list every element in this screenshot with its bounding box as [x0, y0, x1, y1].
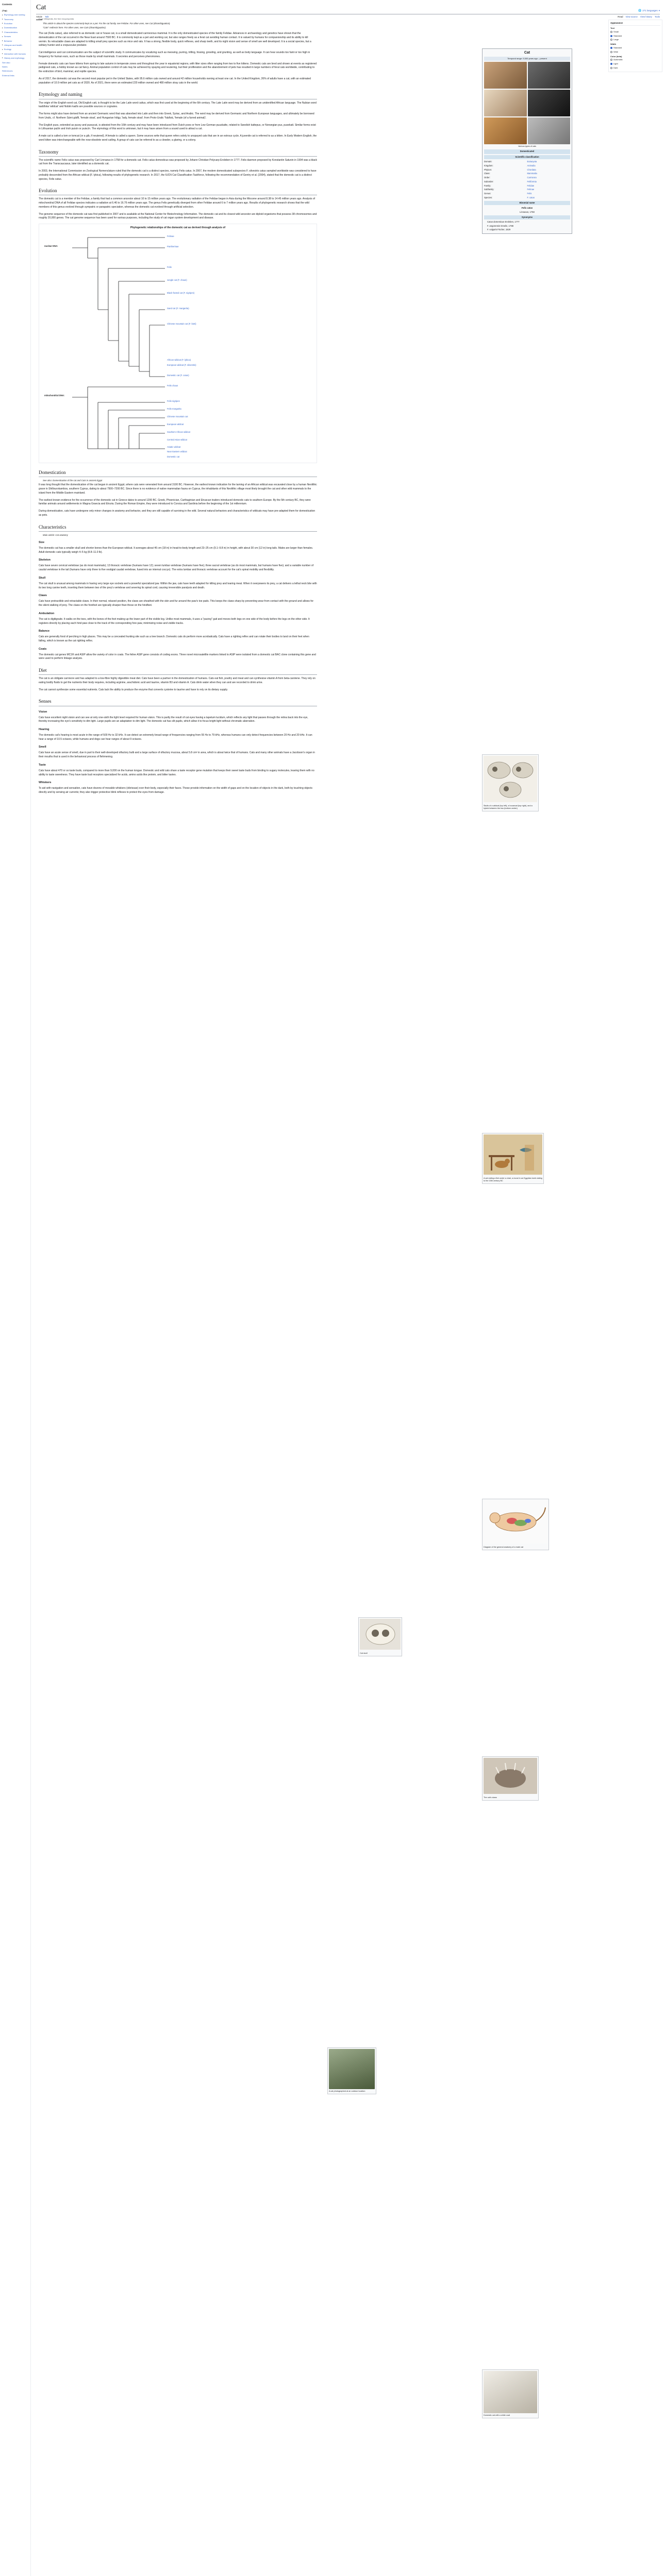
- balance-photo[interactable]: [329, 2049, 375, 2089]
- cat-photo[interactable]: [528, 90, 571, 116]
- cladogram-mito-label: mitochondrial DNA:: [44, 394, 65, 397]
- toc-item[interactable]: [2, 26, 28, 30]
- tab-read[interactable]: Read: [618, 15, 623, 20]
- infobox-row: [484, 180, 570, 184]
- anatomy-diagram[interactable]: [484, 1500, 547, 1544]
- toc-item[interactable]: [2, 73, 28, 77]
- figure-caption: Diagram of the general anatomy of a male cat: [484, 1546, 524, 1548]
- toc-item-label: Behavior: [4, 39, 12, 42]
- infobox-key: Domain:: [484, 160, 492, 163]
- paragraph: The cat is an obligate carnivore and has adapted to a low-fibre highly digestible meat diet. Cats have been a partner in the domestication of humans. Cats eat fish, poultry and meat and can synthesise vitamin A from beta-carotene. They rely on eating bodily fluids to get the nutrients their body requires, including arginine, arachidonic acid and taurine, vitamin B3 and vitamin A. Cats drink water when they can and are recorded to drink urine.: [39, 677, 315, 684]
- section-heading-diet: Diet: [39, 667, 317, 675]
- option-label: Wide: [613, 50, 619, 53]
- option-label: Large: [613, 38, 619, 41]
- infobox-key: Order:: [484, 176, 490, 179]
- subsection-heading: Coats: [39, 647, 47, 651]
- toc-item[interactable]: [2, 22, 28, 26]
- figure-anatomy: [482, 1499, 549, 1550]
- toc-item[interactable]: [2, 39, 28, 43]
- tab-talk[interactable]: Talk: [44, 15, 49, 19]
- subsection-heading: Whiskers: [39, 781, 52, 785]
- cladogram-leaf[interactable]: Domestic cat (F. catus): [167, 374, 189, 377]
- page-header: [31, 0, 665, 20]
- paragraph: The cat skull is unusual among mammals in having very large eye sockets and a powerful specialized jaw. Within the jaw, cats have teeth adapted for killing prey and tearing meat. When it overpowers its prey, a cat delivers a lethal neck bite with its two long canine teeth, inserting them between two of the prey's vertebrae and severing its spinal cord, causing irreversible paralysis and death.: [39, 582, 317, 589]
- cladogram-leaf[interactable]: European wildcat: [167, 423, 184, 426]
- infobox-row: [484, 192, 570, 196]
- cladogram-leaf[interactable]: Asiatic wildcat: [167, 446, 181, 449]
- toc-item[interactable]: [2, 52, 28, 56]
- cladogram-leaf[interactable]: Felis margarita: [167, 408, 181, 411]
- synonym: F. angorensis Gmelin, 1788: [487, 224, 513, 227]
- sidebar-toc: [0, 0, 31, 2576]
- paragraph: Cats have protractible and retractable claws. In their normal, relaxed position, the claws are sheathed with the skin and fur around the paw's toe pads. This keeps the claws sharp by preventing wear from contact with the ground and allows for the silent stalking of prey. The claws on the forefeet are typically sharper than those on the hindfeet.: [39, 600, 314, 607]
- toc-item[interactable]: [2, 56, 28, 60]
- subsection-heading: Skull: [39, 576, 46, 580]
- toc-item-label: Evolution: [4, 22, 13, 25]
- toc-item[interactable]: [2, 65, 28, 69]
- paragraph: The domestic cat is a member of the Felidae, a family that had a common ancestor about 10 to 15 million years ago. The evolutionary radiation of the Felidae began in Asia during the Miocene around 8.38 to 14.45 million years ago. Analysis of mitochondrial DNA of all Felidae species indicates a radiation at 6.46 to 16.76 million years ago. The genus Felis genetically diverged from other Felidae around 6 to 7 million years ago. Results of phylogenetic research shows that the wild members of this genus evolved through sympatric or parapatric speciation, whereas the domestic cat evolved through artificial selection.: [39, 197, 315, 209]
- paragraph: Cats are generally fond of perching in high places. This may be a concealed hunting site such as a tree branch. Domestic cats do perform more acrobatically. Cats have a righting reflex and can rotate their bodies to land on their feet when falling, which is known as the cat righting reflex.: [39, 635, 309, 642]
- coat-photo[interactable]: [484, 2371, 537, 2413]
- paragraph: Cats have about 470 or so taste buds, compared to more than 9,000 on the human tongue. Domestic and wild cats share a taste receptor gene mutation that keeps their sweet taste buds from binding to sugary molecules, leaving them with no ability to taste sweetness. They have taste bud receptors specialized for acids, amino acids like protein, and bitter tastes.: [39, 769, 314, 776]
- intro-paragraph: As of 2017, the domestic cat was the second most popular pet in the United States, with 95.6 million cats owned and around 42 million households owning at least one cat. In the United Kingdom, 26% of adults have a cat, with an estimated population of 10.9 million pet cats as of 2020. As of 2021, there were an estimated 220 million owned and 480 million stray cats in the world.: [39, 77, 311, 84]
- toc-item[interactable]: [2, 47, 28, 52]
- infobox-key: Suborder:: [484, 180, 494, 183]
- figure-claws: [482, 1756, 539, 1801]
- section-heading-evolution: Evolution: [39, 188, 317, 195]
- section-heading-characteristics: Characteristics: [39, 524, 317, 532]
- infobox-row: [484, 168, 570, 172]
- figure-egyptian-mural: [482, 1133, 544, 1184]
- subsection-heading: Hearing: [39, 728, 49, 731]
- toc-item[interactable]: [2, 35, 28, 39]
- radio-selected-icon: [610, 35, 612, 37]
- infobox-row: [484, 172, 570, 176]
- infobox-conservation: Domesticated: [484, 149, 570, 154]
- toc-item[interactable]: [2, 60, 28, 64]
- figure-skulls: [482, 754, 539, 811]
- radio-icon: [610, 51, 612, 53]
- intro-paragraph: Female domestic cats can have kittens from spring to late autumn in temperate zones and throughout the year in equatorial regions, with litter sizes often ranging from two to five kittens. Domestic cats are bred and shown at events as registered pedigreed cats, a hobby known as cat fancy. Animal population control of cats may be achieved by spaying and neutering, but their proliferation and the abandonment of pets has resulted in large numbers of feral cats worldwide, contributing to the extinction of bird, mammal, and reptile species.: [39, 62, 317, 74]
- infobox-key: Class:: [484, 172, 490, 175]
- cat-photo[interactable]: [484, 62, 527, 89]
- paragraph: Cats have excellent night vision and can see at only one-sixth the light level required for human vision. This is partly the result of cat eyes having a tapetum lucidum, which reflects any light that passes through the retina back into the eye, thereby increasing the eye's sensitivity to dim light. Large pupils are an adaptation to dim light. The domestic cat has slit pupils, which allow it to focus bright light without chromatic aberration.: [39, 716, 308, 723]
- paragraph: The origin of the English word cat, Old English catt, is thought to be the Late Latin word cattus, which was first used at the beginning of the 6th century. The Late Latin word may be derived from an unidentified African language. The Nubian word kaddîska 'wildcat' and Nobiin kadīs are possible sources or cognates.: [39, 101, 317, 109]
- chevron-right-icon[interactable]: ▸: [2, 13, 3, 16]
- section-heading-domestication: Domestication: [39, 469, 317, 477]
- infobox-temporal-range: Temporal range: 9,500 years ago – present: [484, 57, 570, 61]
- infobox-value-link[interactable]: Mammalia: [527, 172, 537, 175]
- cladogram: [39, 224, 317, 463]
- binomial-author: Linnaeus, 1758: [520, 210, 535, 213]
- cladogram-leaf[interactable]: Pantherinae: [167, 245, 179, 248]
- infobox-key: Species:: [484, 196, 493, 199]
- figure-caption: A cat eating a fish under a chair, a mural in an Egyptian tomb dating to the 15th century BC: [484, 1177, 542, 1182]
- infobox-key: Kingdom:: [484, 164, 493, 167]
- infobox-row: [484, 160, 570, 164]
- figure-coat: [482, 2369, 539, 2418]
- infobox-value-link[interactable]: Eukaryota: [527, 160, 537, 163]
- hatnote: This article is about the species commonly kept as a pet. For the cat family, see Felidae. For other uses, see Cat (disambiguation).: [43, 22, 171, 25]
- toc-item-label: Notes: [2, 65, 8, 68]
- cat-photo[interactable]: [484, 90, 527, 116]
- infobox-row: [484, 184, 570, 188]
- paragraph: To aid with navigation and sensation, cats have dozens of movable whiskers (vibrissae) over their body, especially their faces. These provide information on the width of gaps and on the location of objects in the dark, both by touching objects directly and by sensing air currents; they also trigger protective blink reflexes to protect the eyes from damage.: [39, 787, 312, 794]
- cladogram-leaf[interactable]: Chinese mountain cat: [167, 415, 188, 418]
- toc-item[interactable]: [2, 17, 28, 21]
- toc-item-label: See also: [2, 61, 10, 64]
- cladogram-nuclear-label: nuclear DNA:: [44, 245, 58, 248]
- paragraph: Cats have an acute sense of smell, due in part to their well-developed olfactory bulb and a large surface of olfactory mucosa, about 5.8 cm² in area, which is about twice that of humans. Cats and many other animals have a Jacobson's organ in their mouths that is used in the behavioral process of flehmening.: [39, 751, 315, 759]
- toc-list: [2, 9, 28, 78]
- cladogram-leaf[interactable]: Central Asian wildcat: [167, 438, 187, 442]
- article-content: [39, 18, 603, 2416]
- cladogram-leaf[interactable]: Black-footed cat (F. nigripes): [167, 292, 195, 295]
- chevron-right-icon[interactable]: ▸: [2, 26, 3, 29]
- radio-icon: [610, 39, 612, 41]
- width-label: Width: [610, 43, 617, 46]
- chevron-right-icon[interactable]: ▸: [2, 18, 3, 20]
- radio-selected-icon: [610, 63, 612, 65]
- width-wide-option[interactable]: [610, 50, 660, 54]
- toc-item-label: Etymology and naming: [4, 13, 25, 16]
- paragraph: The forms might also have derived from an ancient Germanic word that was absorbed into Latin and then into Greek, Syriac, and Arabic. The word may be derived from Germanic and Northern European languages, and ultimately be borrowed from Uralic, cf. Northern Sámi gáđfi, 'female stoat', and Hungarian hölgy, 'lady, female stoat'; from Proto-Uralic *käďwä, 'female (of a furred animal)'.: [39, 112, 314, 120]
- paragraph: It was long thought that the domestication of the cat began in ancient Egypt, where cats were venerated from around 3100 BC. However, the earliest known indication for the taming of an African wildcat was excavated close by a human Neolithic grave in Shillourokambos, southern Cyprus, dating to about 7500–7200 BC. Since there is no evidence of native mammalian fauna on Cyprus, the inhabitants of this Neolithic village most likely brought the cat and other wild mammals to the island from the Middle Eastern mainland.: [39, 483, 317, 495]
- toc-item-label: Characteristics: [4, 30, 18, 33]
- toc-item[interactable]: [2, 13, 28, 17]
- text-column: [39, 32, 317, 795]
- infobox-value-link[interactable]: Felidae: [527, 184, 535, 187]
- option-label: Light: [613, 62, 618, 65]
- figure-caption: The cat's claws: [484, 1796, 497, 1799]
- paragraph: Cats have seven cervical vertebrae (as do most mammals); 13 thoracic vertebrae (humans have 12); seven lumbar vertebrae (humans have five); three sacral vertebrae (as do most mammals, but humans have five); and a variable number of caudal vertebrae in the tail (humans have only three to five vestigial caudal vertebrae, fused into an internal coccyx). The extra lumbar and thoracic vertebrae account for the cat's spinal mobility and flexibility.: [39, 564, 314, 572]
- toc-item-label: Interaction with humans: [4, 52, 26, 55]
- cat-skull-image[interactable]: [360, 1619, 401, 1650]
- claws-image[interactable]: [484, 1758, 537, 1794]
- infobox-binomial-heading: Binomial name: [484, 201, 570, 205]
- mural-illustration[interactable]: [484, 1134, 542, 1175]
- chevron-right-icon[interactable]: ▸: [2, 39, 3, 42]
- figure-caption: Cat skull: [360, 1652, 368, 1654]
- infobox-image-grid: [484, 62, 570, 144]
- cladogram-leaf[interactable]: Southern African wildcat: [167, 431, 190, 434]
- color-light-option[interactable]: [610, 62, 660, 66]
- infobox-value-link[interactable]: Chordata: [527, 168, 536, 171]
- text-standard-option[interactable]: [610, 34, 660, 38]
- appearance-panel: [608, 20, 662, 75]
- figure-caption: Skulls of a wildcat (top left), a housecat (top right), and a hybrid between the two (bottom center): [484, 804, 533, 809]
- section-heading-etymology: Etymology and naming: [39, 91, 317, 99]
- synonyms-list: [484, 221, 570, 232]
- paragraph: The domestic cat genes MC1R and ASIP allow the variety of color in coats. The feline ASIP gene consists of coding exons. Three novel microsatellite markers linked to ASIP were isolated from a domestic cat BAC clone containing this gene and were used to perform linkage analysis.: [39, 653, 316, 660]
- figure-balance: [327, 2047, 376, 2094]
- toc-item[interactable]: [2, 9, 28, 13]
- cladogram-leaf[interactable]: Near Eastern wildcat: [167, 450, 187, 453]
- toc-item-label: References: [2, 70, 13, 73]
- paragraph: The scientific name Felis catus was proposed by Carl Linnaeus in 1758 for a domestic cat. Felis catus domesticus was proposed by Johann Christian Polycarp Erxleben in 1777. Felis daemon proposed by Konstantin Satunin in 1904 was a black cat from the Transcaucasus, later identified as a domestic cat.: [39, 158, 318, 166]
- paragraph: The cat cannot synthesize some essential nutrients. Cats lack the ability to produce the enzyme that converts cysteine to taurine and have to rely on its dietary supply.: [39, 688, 228, 691]
- infobox-value-link[interactable]: Felis: [527, 192, 532, 195]
- infobox-row: [484, 164, 570, 168]
- cat-photo[interactable]: [484, 117, 527, 144]
- paragraph: The cat is digitigrade. It walks on the toes, with the bones of the feet making up the lower part of the visible leg. Unlike most mammals, it uses a "pacing" gait and moves both legs on one side of the body before the legs on the other side. It registers directly by placing each hind paw close to the track of the corresponding fore paw, minimizing noise and visible tracks.: [39, 617, 310, 625]
- toc-item-label: (Top): [2, 9, 7, 12]
- cladogram-leaf[interactable]: Felis nigripes: [167, 400, 180, 403]
- paragraph: The English puss, extended as pussy and pussycat, is attested from the 16th century and may have been introduced from Dutch poes or from Low German puuskatte, related to Swedish kattepus, or Norwegian pus, pusekatt. Similar forms exist in Lithuanian puižė and Irish puisín or puiscín. The etymology of this word is unknown, but it may have arisen from a sound used to attract a cat.: [39, 123, 316, 131]
- infobox-row: [484, 188, 570, 192]
- paragraph: A male cat is called a tom or tomcat (or a gib, if neutered). A female is called a queen. Some sources write that queen refers solely to unspayed cats that are in an estrous cycle. A juvenile cat is referred to as a kitten. In Early Modern English, the word kitten was interchangeable with the now-obsolete word catling. A group of cats can be referred to as a clowder, a glaring, or a colony.: [39, 134, 317, 142]
- subsection-heading: Skeleton: [39, 558, 51, 562]
- chevron-down-icon: ▾: [658, 9, 660, 12]
- subsection-heading: Vision: [39, 710, 47, 714]
- option-label: Standard: [613, 46, 622, 49]
- cladogram-leaf[interactable]: Chinese mountain cat (F. bieti): [167, 323, 196, 326]
- hatnote: "Cats" redirects here. For other uses, see Cats (disambiguation).: [43, 26, 106, 29]
- infobox-value-link[interactable]: Carnivora: [527, 176, 537, 179]
- infobox-key: Subfamily:: [484, 188, 494, 191]
- infobox-value-link[interactable]: Feliformia: [527, 180, 537, 183]
- cladogram-leaf[interactable]: Jungle cat (F. chaus): [167, 279, 187, 282]
- paragraph: The genome sequence of the domestic cat was first published in 2007 and is available at the National Center for Biotechnology Information. The domestic cat and its closest wild ancestor are diploid organisms that possess 38 chromosomes and roughly 20,000 genes. The cat genome sequence has been used for various purposes, including the study of cat organ system development and disease.: [39, 212, 317, 220]
- infobox-value-link[interactable]: F. catus: [527, 196, 535, 199]
- section-heading-senses: Senses: [39, 698, 317, 706]
- synonym: Catus domesticus Erxleben, 1777: [487, 221, 520, 224]
- toc-item-label: Ecology: [4, 48, 11, 51]
- figure-caption: A cat photographed at an outdoor location: [329, 2090, 365, 2092]
- synonym: F. vulgaris Fischer, 1829: [487, 228, 511, 231]
- subsection-heading: Claws: [39, 594, 47, 598]
- toc-item-label: History and mythology: [4, 57, 25, 60]
- color-dark-option[interactable]: [610, 66, 660, 70]
- hatnote: See also: Domestication of the cat and Cats in ancient Egypt: [43, 479, 103, 482]
- subsection-heading: Smell: [39, 745, 46, 749]
- infobox: [482, 48, 572, 234]
- infobox-synonyms-heading: Synonyms: [484, 215, 570, 219]
- chevron-right-icon[interactable]: ▸: [2, 53, 3, 55]
- figure-caption: Domestic cat with a white coat: [484, 2414, 510, 2416]
- intro-paragraph: The cat (Felis catus), also referred to as domestic cat or house cat, is a small domesticated carnivorous mammal. It is the only domesticated species of the family Felidae. Advances in archaeology and genetics have shown that the domestication of the cat occurred in the Near East around 7500 BC. It is commonly kept as a pet and working cat, but also ranges freely as a feral cat avoiding human contact. It is valued by humans for companionship and its ability to kill vermin. Its retractable claws are adapted to killing small prey species such as mice and rats. It has a strong, flexible body, quick reflexes, and sharp teeth, and its night vision and sense of smell are well developed. It is a social species, but a solitary hunter and a crepuscular predator.: [39, 32, 311, 47]
- color-automatic-option[interactable]: [610, 58, 660, 62]
- cladogram-leaf[interactable]: Domestic cat: [167, 455, 180, 459]
- toc-item[interactable]: [2, 30, 28, 34]
- tab-view-source[interactable]: View source: [625, 15, 638, 19]
- cladogram-leaf[interactable]: Sand cat (F. margarita): [167, 307, 189, 310]
- option-label: Dark: [613, 66, 618, 70]
- option-label: Automatic: [613, 58, 623, 61]
- tab-tools[interactable]: Tools: [654, 15, 660, 19]
- subsection-heading: Ambulation: [39, 612, 55, 615]
- section-heading-taxonomy: Taxonomy: [39, 149, 317, 157]
- infobox-key: Family:: [484, 184, 491, 187]
- hatnote: Main article: Cat anatomy: [43, 533, 68, 536]
- width-standard-option[interactable]: [610, 46, 660, 50]
- infobox-title: Cat: [524, 51, 530, 55]
- chevron-right-icon[interactable]: ▸: [2, 44, 3, 46]
- tab-article[interactable]: Article: [36, 15, 42, 20]
- infobox-value-link[interactable]: Animalia: [527, 164, 536, 167]
- infobox-caption: Various types of cats: [518, 145, 536, 147]
- toc-item-label: Taxonomy: [4, 18, 13, 21]
- appearance-heading: Appearance: [610, 22, 660, 26]
- infobox-row: [484, 196, 570, 200]
- translate-icon: 🌐: [638, 9, 642, 13]
- cat-photo[interactable]: [528, 62, 571, 89]
- skull-illustration[interactable]: [484, 756, 537, 802]
- paragraph: The domestic cat has a smaller skull and shorter bones than the European wildcat. It averages about 46 cm (18 in) in head-to-body length and 23–25 cm (9.1–9.8 in) in height, with about 30 cm (12 in) long tails. Males are larger than females. Adult domestic cats typically weigh 4–5 kg (8.8–11.0 lb).: [39, 546, 313, 554]
- radio-selected-icon: [610, 47, 612, 49]
- cladogram-leaf[interactable]: African wildcat (F. lybica): [167, 359, 191, 362]
- chevron-right-icon[interactable]: ▸: [2, 22, 3, 25]
- paragraph: During domestication, cats have undergone only minor changes in anatomy and behavior, and they are still capable of surviving in the wild. Several natural behaviors and characteristics of wildcats may have pre-adapted them for domestication as pets.: [39, 510, 315, 517]
- text-large-option[interactable]: [610, 38, 660, 42]
- toc-item[interactable]: [2, 69, 28, 73]
- infobox-key: Genus:: [484, 192, 491, 195]
- figure-cat-skull: [358, 1617, 402, 1656]
- toc-title: Contents: [2, 3, 12, 6]
- cladogram-leaf[interactable]: Felis chaus: [167, 384, 178, 387]
- toc-item-label: Senses: [4, 35, 11, 38]
- languages-button[interactable]: [638, 9, 660, 13]
- cladogram-title: Phylogenetic relationships of the domestic cat as derived through analysis of: [130, 226, 226, 230]
- chevron-right-icon[interactable]: ▸: [2, 31, 3, 33]
- toc-item-label: Domestication: [4, 26, 18, 29]
- infobox-key: Phylum:: [484, 168, 492, 171]
- cladogram-leaf[interactable]: Felis: [167, 266, 172, 269]
- radio-icon: [610, 59, 612, 61]
- paragraph: In 2003, the International Commission on Zoological Nomenclature ruled that the domestic cat is a distinct species, namely Felis catus. In 2007, the modern domesticated subspecies F. silvestris catus sampled worldwide was considered to have probably descended from the African wildcat (F. lybica), following results of phylogenetic research. In 2017, the IUCN Cat Classification Taskforce, following the recommendation of Gentry et al. (2004), stated that the domestic cat is a distinct species, Felis catus.: [39, 170, 317, 181]
- chevron-right-icon[interactable]: ▸: [2, 57, 3, 59]
- option-label: Small: [613, 30, 619, 33]
- paragraph: The domestic cat's hearing is most acute in the range of 500 Hz to 32 kHz. It can detect an extremely broad range of frequencies ranging from 55 Hz to 79 kHz, whereas humans can only detect frequencies between 20 Hz and 20 kHz. It can hear a range of 10.5 octaves, while humans and dogs can hear ranges of about 9 octaves.: [39, 733, 312, 741]
- toc-item-label: Lifespan and health: [4, 43, 22, 46]
- radio-icon: [610, 67, 612, 69]
- radio-icon: [610, 31, 612, 33]
- infobox-row: [484, 176, 570, 180]
- paragraph: The earliest known evidence for the occurrence of the domestic cat in Greece dates to around 1200 BC. Greek, Phoenician, Carthaginian and Etruscan traders introduced domestic cats to southern Europe. By the 5th century BC, they were familiar animals around settlements in Magna Graecia and Etruria. During the Roman Empire, they were introduced to Corsica and Sardinia before the beginning of the 1st millennium.: [39, 498, 311, 506]
- option-label: Standard: [613, 34, 622, 37]
- intro-paragraph: Cat intelligence and cat communication are the subject of scientific study. It communicates by vocalizing such as meowing, purring, trilling, hissing, growling, and grunting, as well as body language. It can hear sounds too faint or too high in frequency for human ears, such as those made by small mammals. It secretes and perceives pheromones.: [39, 51, 310, 58]
- binomial-name: Felis catus: [521, 206, 533, 209]
- cladogram-leaf[interactable]: European wildcat (F. silvestris): [167, 364, 196, 367]
- tab-view-history[interactable]: View history: [640, 15, 652, 19]
- page-title: Cat: [36, 4, 46, 11]
- from-wikipedia: From Wikipedia, the free encyclopedia: [39, 18, 74, 20]
- cat-photo[interactable]: [528, 117, 571, 144]
- subsection-heading: Size: [39, 540, 45, 544]
- text-small-option[interactable]: [610, 30, 660, 34]
- cladogram-leaf[interactable]: Felinae: [167, 235, 174, 238]
- infobox-section-heading: Scientific classification: [484, 155, 570, 159]
- toc-item[interactable]: [2, 43, 28, 47]
- chevron-right-icon[interactable]: ▸: [2, 35, 3, 38]
- infobox-value-link[interactable]: Felinae: [527, 188, 535, 191]
- chevron-right-icon[interactable]: ▸: [2, 48, 3, 50]
- color-label: Color (beta): [610, 55, 622, 58]
- toc-item-label: External links: [2, 74, 14, 77]
- subsection-heading: Balance: [39, 630, 50, 633]
- languages-label: 271 languages: [642, 9, 658, 12]
- subsection-heading: Taste: [39, 763, 46, 767]
- text-size-label: Text: [610, 27, 614, 30]
